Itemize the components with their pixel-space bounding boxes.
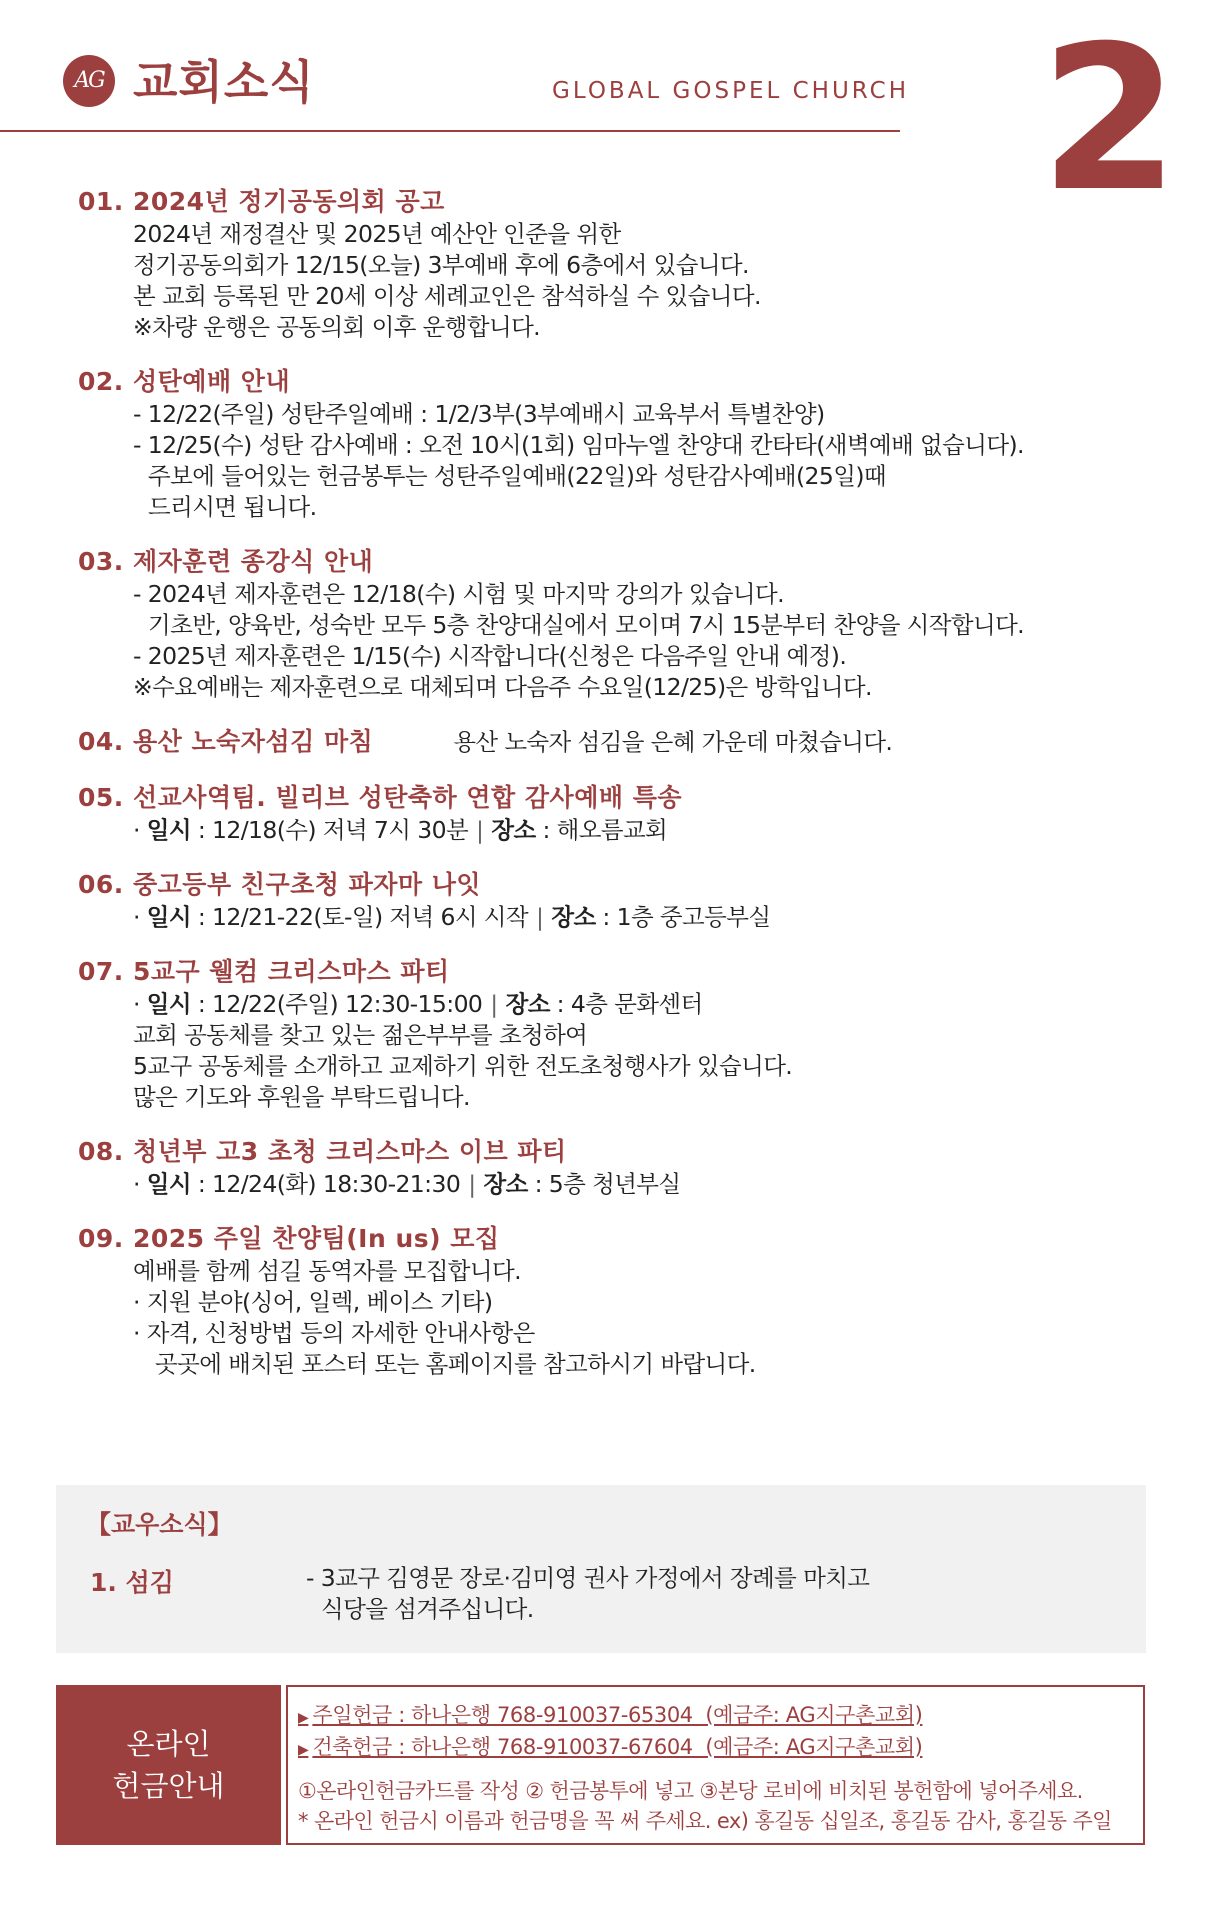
- offering-label-line: 온라인: [126, 1727, 211, 1761]
- notice-list: [78, 185, 1158, 1402]
- account-sunday[interactable]: ▶ 주일헌금 : 하나은행 768-910037-65304 (예금주: AG지구촌교회): [298, 1703, 923, 1727]
- notice-line: - 2025년 제자훈련은 1/15(수) 시작합니다(신청은 다음주일 안내 예정).: [133, 642, 847, 670]
- notice-line: ※수요예배는 제자훈련으로 대체되며 다음주 수요일(12/25)은 방학입니다.: [133, 673, 872, 701]
- notice-item: [78, 725, 1158, 759]
- notice-item: [78, 185, 1158, 343]
- notice-detail: · 일시 : 12/18(수) 저녁 7시 30분 | 장소 : 해오름교회: [133, 816, 668, 844]
- member-news-label: 1. 섬김: [90, 1568, 174, 1597]
- online-offering-details: [286, 1685, 1145, 1845]
- church-logo: AG: [63, 55, 115, 107]
- member-news-title: 【교우소식】: [86, 1510, 233, 1539]
- notice-line: 주보에 들어있는 헌금봉투는 성탄주일예배(22일)와 성탄감사예배(25일)때: [148, 462, 886, 490]
- notice-line: 교회 공동체를 찾고 있는 젊은부부를 초청하여: [133, 1021, 588, 1049]
- account-building[interactable]: ▶ 건축헌금 : 하나은행 768-910037-67604 (예금주: AG지구촌교회): [298, 1735, 923, 1759]
- member-news-text: [306, 1563, 869, 1625]
- notice-title: 03. 제자훈련 종강식 안내: [78, 547, 374, 576]
- notice-title: 06. 중고등부 친구초청 파자마 나잇: [78, 870, 482, 899]
- member-news: [56, 1485, 1146, 1653]
- notice-title: 04. 용산 노숙자섬김 마침: [78, 727, 374, 756]
- notice-line: 용산 노숙자 섬김을 은혜 가운데 마쳤습니다.: [453, 728, 893, 756]
- church-name: GLOBAL GOSPEL CHURCH: [552, 78, 909, 104]
- notice-detail: · 일시 : 12/22(주일) 12:30-15:00 | 장소 : 4층 문화센터: [133, 990, 703, 1018]
- notice-item: [78, 1222, 1158, 1380]
- notice-line: ※차량 운행은 공동의회 이후 운행합니다.: [133, 313, 541, 341]
- notice-line: 예배를 함께 섬길 동역자를 모집합니다.: [133, 1257, 521, 1285]
- notice-item: [78, 1135, 1158, 1200]
- notice-line: · 자격, 신청방법 등의 자세한 안내사항은: [133, 1319, 535, 1347]
- notice-line: 정기공동의회가 12/15(오늘) 3부예배 후에 6층에서 있습니다.: [133, 251, 749, 279]
- notice-title: 08. 청년부 고3 초청 크리스마스 이브 파티: [78, 1137, 567, 1166]
- notice-item: [78, 545, 1158, 703]
- notice-title: 02. 성탄예배 안내: [78, 367, 291, 396]
- online-offering: [56, 1685, 1146, 1845]
- member-news-line: 식당을 섬겨주십니다.: [321, 1595, 534, 1623]
- notice-line: - 12/25(수) 성탄 감사예배 : 오전 10시(1회) 임마누엘 찬양대 칸타타(새벽예배 없습니다).: [133, 431, 1024, 459]
- notice-line: 2024년 재정결산 및 2025년 예산안 인준을 위한: [133, 220, 621, 248]
- notice-detail: · 일시 : 12/21-22(토-일) 저녁 6시 시작 | 장소 : 1층 중고등부실: [133, 903, 771, 931]
- notice-line: - 2024년 제자훈련은 12/18(수) 시험 및 마지막 강의가 있습니다.: [133, 580, 784, 608]
- member-news-line: - 3교구 김영문 장로·김미영 권사 가정에서 장례를 마치고: [306, 1564, 870, 1592]
- notice-item: [78, 955, 1158, 1113]
- notice-line: 본 교회 등록된 만 20세 이상 세례교인은 참석하실 수 있습니다.: [133, 282, 761, 310]
- notice-title: 09. 2025 주일 찬양팀(In us) 모집: [78, 1224, 500, 1253]
- notice-line: · 지원 분야(싱어, 일렉, 베이스 기타): [133, 1288, 493, 1316]
- notice-line: 5교구 공동체를 소개하고 교제하기 위한 전도초청행사가 있습니다.: [133, 1052, 793, 1080]
- triangle-right-icon: ▶: [298, 1710, 309, 1726]
- notice-line: 곳곳에 배치된 포스터 또는 홈페이지를 참고하시기 바랍니다.: [155, 1350, 756, 1378]
- header-divider: [0, 130, 900, 132]
- notice-detail: · 일시 : 12/24(화) 18:30-21:30 | 장소 : 5층 청년부실: [133, 1170, 681, 1198]
- page-title: 교회소식: [133, 55, 315, 109]
- offering-guide: ①온라인헌금카드를 작성 ② 헌금봉투에 넣고 ③본당 로비에 비치된 봉헌함에 넣어주세요.: [298, 1779, 1083, 1803]
- notice-title: 01. 2024년 정기공동의회 공고: [78, 187, 445, 216]
- notice-title: 05. 선교사역팀. 빌리브 성탄축하 연합 감사예배 특송: [78, 783, 683, 812]
- notice-item: [78, 365, 1158, 523]
- triangle-right-icon: ▶: [298, 1742, 309, 1758]
- issue-number: 2: [1040, 3, 1180, 236]
- online-offering-label: [56, 1685, 281, 1845]
- notice-line: 드리시면 됩니다.: [148, 493, 317, 521]
- notice-line: 기초반, 양육반, 성숙반 모두 5층 찬양대실에서 모이며 7시 15분부터 찬양을 시작합니다.: [148, 611, 1025, 639]
- notice-line: 많은 기도와 후원을 부탁드립니다.: [133, 1083, 470, 1111]
- offering-note: * 온라인 헌금시 이름과 헌금명을 꼭 써 주세요. ex) 홍길동 십일조, 홍길동 감사, 홍길동 주일: [298, 1809, 1112, 1833]
- notice-line: - 12/22(주일) 성탄주일예배 : 1/2/3부(3부예배시 교육부서 특별찬양): [133, 400, 825, 428]
- notice-title: 07. 5교구 웰컴 크리스마스 파티: [78, 957, 450, 986]
- notice-item: [78, 781, 1158, 846]
- offering-label-line: 헌금안내: [112, 1769, 225, 1803]
- notice-item: [78, 868, 1158, 933]
